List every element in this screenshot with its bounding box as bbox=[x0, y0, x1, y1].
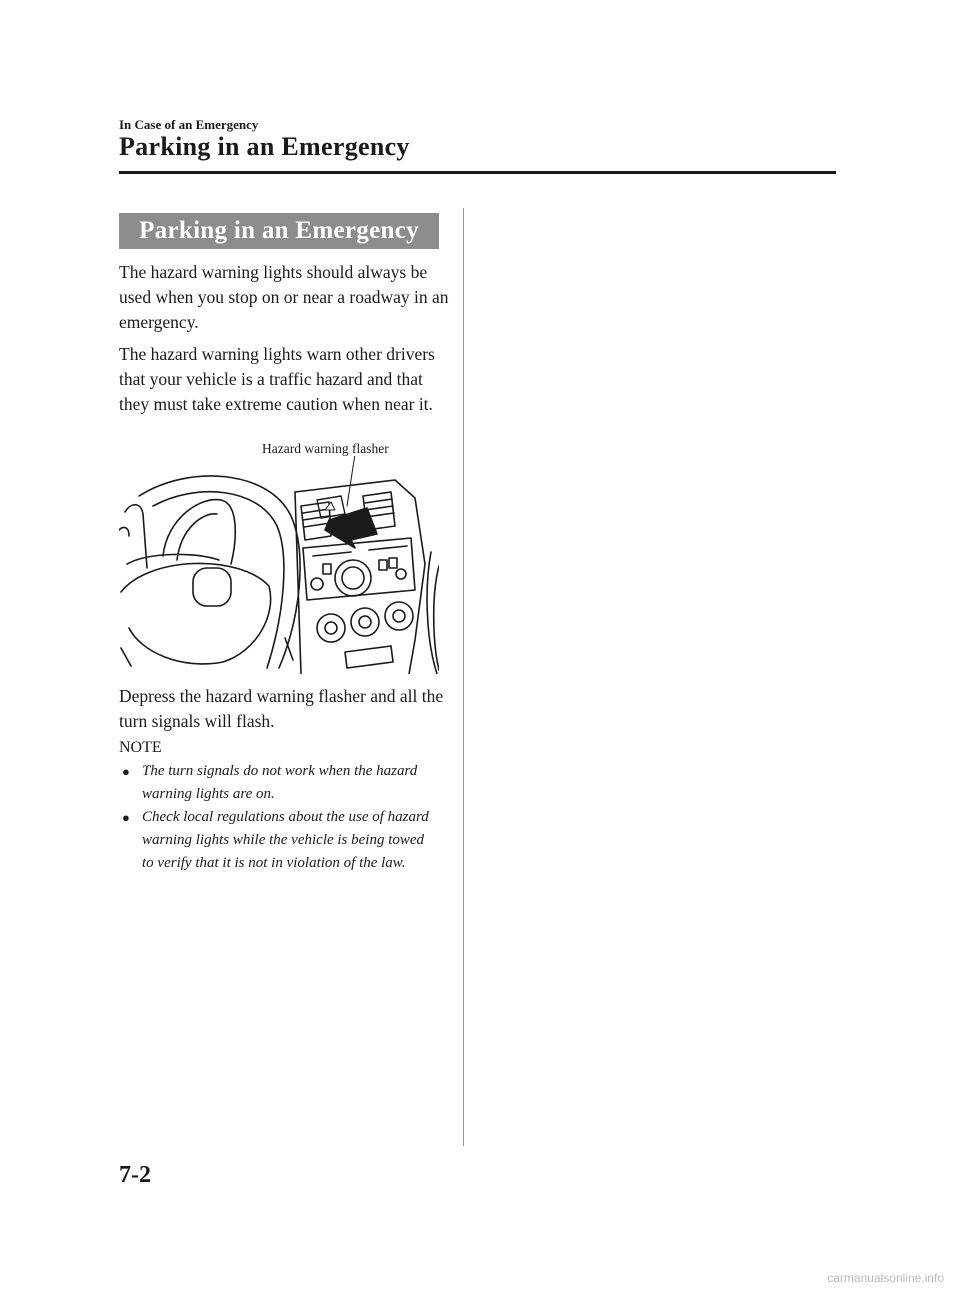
page-number: 7-2 bbox=[119, 1162, 151, 1188]
paragraph-warning: The hazard warning lights warn other drivers that your vehicle is a traffic hazard and that they must take extreme caution when near it. bbox=[119, 344, 435, 414]
bullet-icon: ● bbox=[122, 764, 130, 779]
column-divider bbox=[463, 208, 464, 1146]
steering-wheel-hub bbox=[121, 563, 271, 664]
watermark-link[interactable]: carmanualsonline.info bbox=[827, 1271, 944, 1285]
paragraph-instruction: Depress the hazard warning flasher and all the turn signals will flash. bbox=[119, 686, 444, 731]
volume-knob bbox=[335, 560, 371, 596]
note-list bbox=[119, 760, 439, 875]
climate-dial-left bbox=[317, 614, 345, 642]
note-text: The turn signals do not work when the hazard warning lights are on. bbox=[142, 763, 418, 802]
bullet-icon: ● bbox=[122, 810, 130, 825]
list-item bbox=[119, 806, 439, 875]
note-label: NOTE bbox=[119, 739, 162, 756]
section-heading: Parking in an Emergency bbox=[119, 213, 439, 249]
note-text: Check local regulations about the use of hazard warning lights while the vehicle is being towed to verify that it is not in violation of the law. bbox=[142, 809, 429, 871]
page-title: Parking in an Emergency bbox=[119, 132, 410, 161]
airbag-emblem bbox=[193, 568, 231, 606]
chapter-label: In Case of an Emergency bbox=[119, 117, 259, 132]
dashboard-illustration bbox=[119, 456, 439, 674]
list-item bbox=[119, 760, 439, 806]
climate-dial-right bbox=[385, 602, 413, 630]
paragraph-intro: The hazard warning lights should always be used when you stop on or near a roadway in an emergency. bbox=[119, 262, 449, 332]
header-rule bbox=[119, 171, 836, 174]
callout-leader-line bbox=[347, 456, 355, 506]
figure-callout: Hazard warning flasher bbox=[262, 441, 389, 456]
climate-dial-center bbox=[351, 608, 379, 636]
